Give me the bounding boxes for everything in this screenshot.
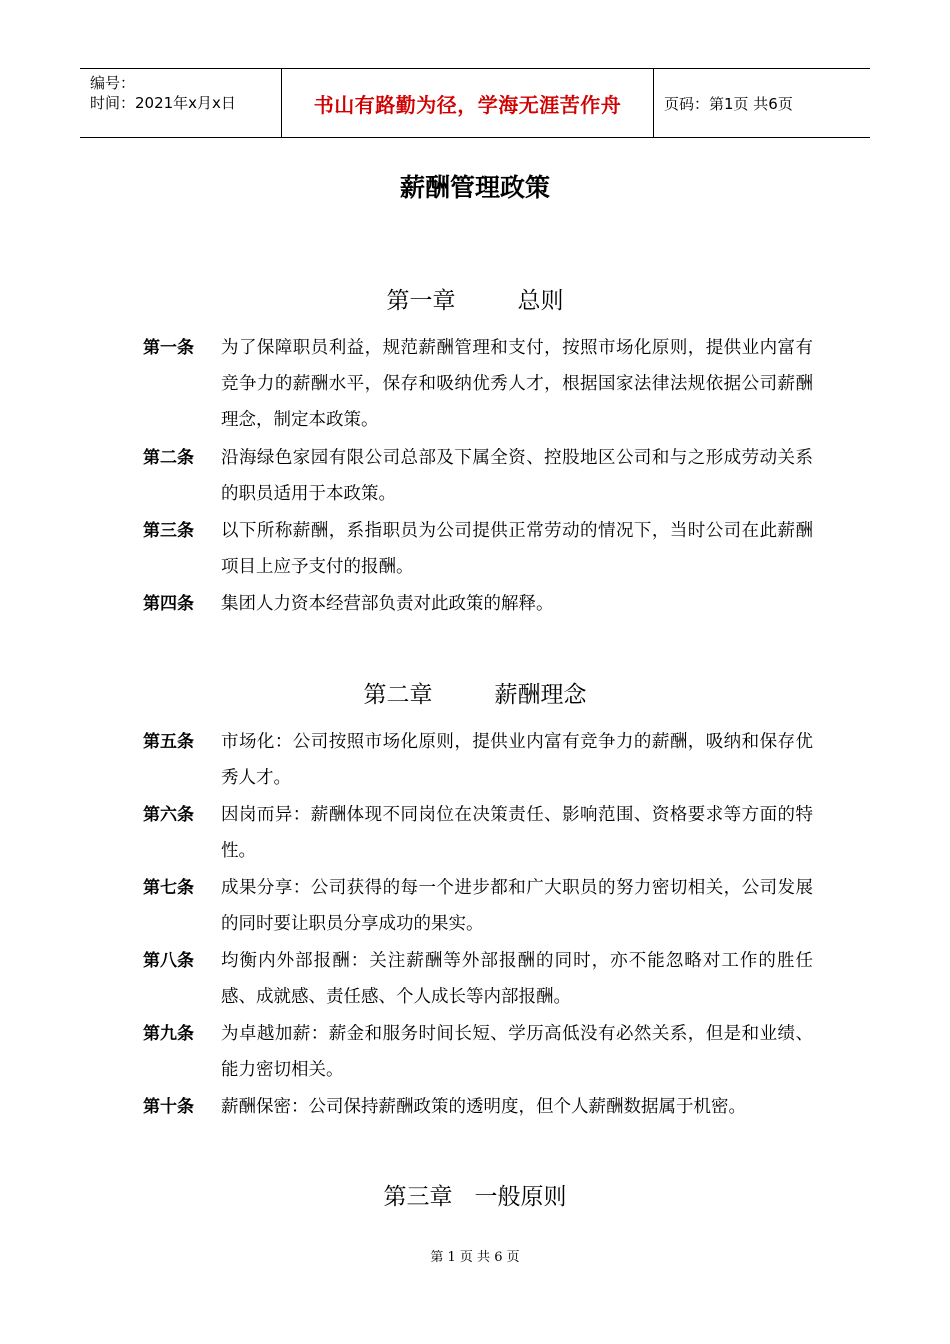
chapter-name: 薪酬理念 bbox=[494, 682, 587, 708]
article-label: 第三条 bbox=[143, 521, 194, 541]
header-motto: 书山有路勤为径，学海无涯苦作舟 bbox=[313, 92, 622, 117]
article-text: 沿海绿色家园有限公司总部及下属全资、控股地区公司和与之形成劳动关系的职员适用于本政策。 bbox=[221, 448, 813, 504]
article-text: 成果分享：公司获得的每一个进步都和广大职员的努力密切相关，公司发展的同时要让职员分享成功的果实。 bbox=[221, 878, 813, 934]
document-title: 薪酬管理政策 bbox=[399, 173, 550, 202]
article-text: 薪酬保密：公司保持薪酬政策的透明度，但个人薪酬数据属于机密。 bbox=[221, 1097, 746, 1117]
article-label: 第七条 bbox=[143, 878, 194, 898]
article-item bbox=[143, 870, 813, 942]
chapter-name: 总则 bbox=[517, 288, 564, 314]
chapter-number: 第三章 bbox=[383, 1184, 453, 1210]
article-item bbox=[143, 586, 813, 622]
article-label: 第四条 bbox=[143, 594, 194, 614]
article-label: 第九条 bbox=[143, 1024, 194, 1044]
article-text: 为卓越加薪：薪金和服务时间长短、学历高低没有必然关系，但是和业绩、能力密切相关。 bbox=[221, 1024, 813, 1080]
article-text: 以下所称薪酬，系指职员为公司提供正常劳动的情况下，当时公司在此薪酬项目上应予支付的报酬。 bbox=[221, 521, 813, 577]
article-label: 第二条 bbox=[143, 448, 194, 468]
article-item bbox=[143, 1016, 813, 1088]
chapter-heading bbox=[0, 676, 950, 709]
article-item bbox=[143, 1089, 813, 1125]
chapter-name: 一般原则 bbox=[474, 1184, 567, 1210]
document-date-label: 时间：2021年x月x日 bbox=[90, 94, 236, 112]
article-label: 第八条 bbox=[143, 951, 194, 971]
article-label: 第十条 bbox=[143, 1097, 194, 1117]
article-item bbox=[143, 330, 813, 438]
article-text: 集团人力资本经营部负责对此政策的解释。 bbox=[221, 594, 554, 614]
chapter-number: 第一章 bbox=[386, 288, 456, 314]
chapter-number: 第二章 bbox=[363, 682, 433, 708]
article-text: 为了保障职员利益，规范薪酬管理和支付，按照市场化原则，提供业内富有竞争力的薪酬水平，保存和吸纳优秀人才，根据国家法律法规依据公司薪酬理念，制定本政策。 bbox=[221, 338, 813, 430]
page-header bbox=[80, 68, 870, 138]
document-number-label: 编号： bbox=[90, 74, 136, 92]
article-item bbox=[143, 513, 813, 585]
chapter-heading bbox=[0, 282, 950, 315]
article-item bbox=[143, 440, 813, 512]
header-motto-cell bbox=[282, 69, 654, 137]
article-item bbox=[143, 724, 813, 796]
article-text: 因岗而异：薪酬体现不同岗位在决策责任、影响范围、资格要求等方面的特性。 bbox=[221, 805, 813, 861]
article-label: 第一条 bbox=[143, 338, 194, 358]
article-text: 均衡内外部报酬：关注薪酬等外部报酬的同时，亦不能忽略对工作的胜任感、成就感、责任感、个人成长等内部报酬。 bbox=[221, 951, 813, 1007]
article-item bbox=[143, 797, 813, 869]
header-page-cell bbox=[654, 69, 870, 137]
chapter-heading bbox=[0, 1178, 950, 1211]
article-item bbox=[143, 943, 813, 1015]
header-page-info: 页码：第1页 共6页 bbox=[664, 94, 793, 113]
article-label: 第五条 bbox=[143, 732, 194, 752]
page-footer: 第 1 页 共 6 页 bbox=[430, 1250, 520, 1265]
article-label: 第六条 bbox=[143, 805, 194, 825]
article-text: 市场化：公司按照市场化原则，提供业内富有竞争力的薪酬，吸纳和保存优秀人才。 bbox=[221, 732, 813, 788]
header-meta-cell bbox=[80, 69, 282, 137]
